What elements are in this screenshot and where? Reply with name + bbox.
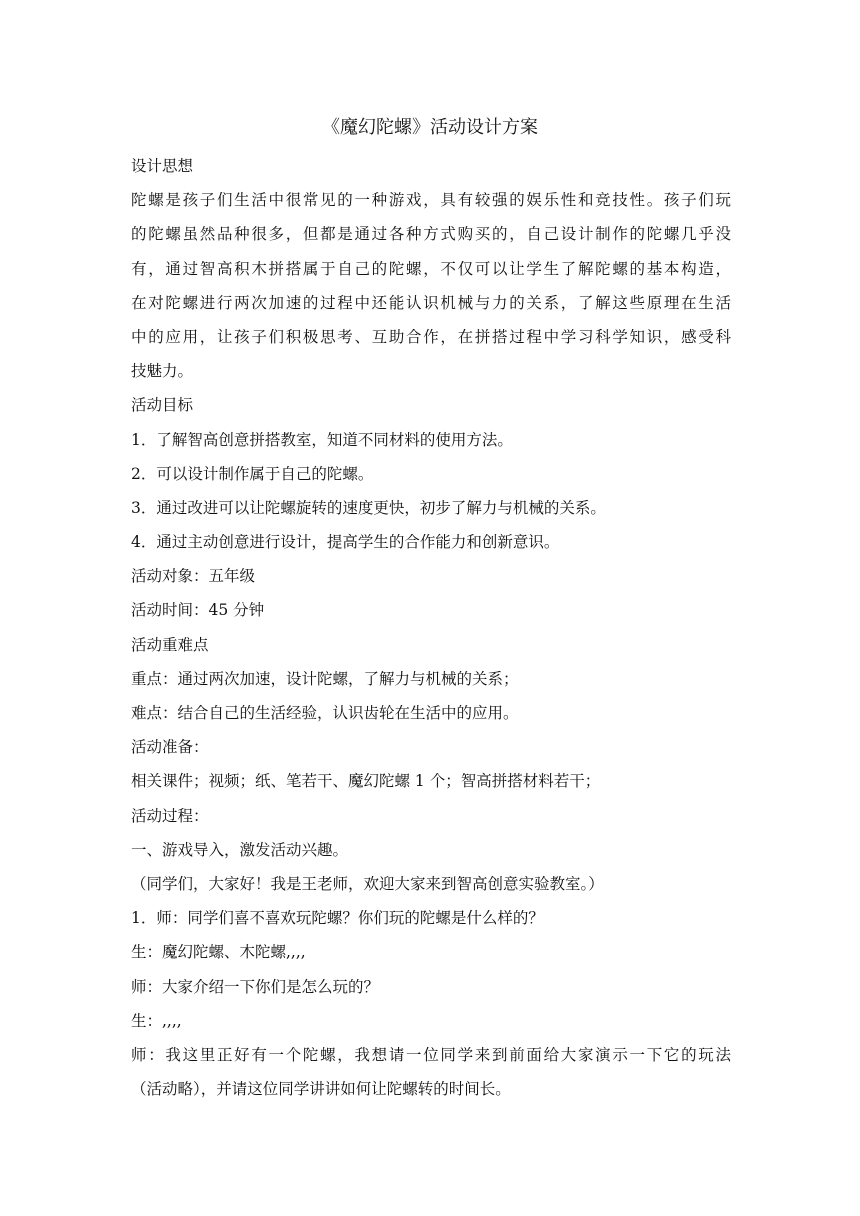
dialogue-line: 师：我这里正好有一个陀螺，我想请一位同学来到前面给大家演示一下它的玩法 — [131, 1045, 731, 1064]
heading-design-idea: 设计思想 — [131, 157, 194, 175]
goal-item: 1．了解智高创意拼搭教室，知道不同材料的使用方法。 — [131, 430, 513, 449]
dialogue-line: 师：大家介绍一下你们是怎么玩的？ — [131, 977, 380, 996]
goal-item: 4．通过主动创意进行设计，提高学生的合作能力和创新意识。 — [131, 533, 560, 552]
key-point: 重点：通过两次加速，设计陀螺，了解力与机械的关系； — [131, 669, 519, 688]
heading-process: 活动过程： — [131, 806, 209, 825]
dialogue-line: （同学们，大家好！我是王老师，欢迎大家来到智高创意实验教室。） — [131, 874, 604, 893]
paragraph-line: 中的应用，让孩子们积极思考、互助合作，在拼搭过程中学习科学知识，感受科 — [131, 327, 731, 346]
difficult-point: 难点：结合自己的生活经验，认识齿轮在生活中的应用。 — [131, 704, 519, 722]
activity-target: 活动对象：五年级 — [131, 567, 256, 586]
goal-item: 3．通过改进可以让陀螺旋转的速度更快，初步了解力与机械的关系。 — [131, 498, 606, 517]
dialogue-line: 1．师：同学们喜不喜欢玩陀螺？你们玩的陀螺是什么样的？ — [131, 909, 544, 928]
heading-key-points: 活动重难点 — [131, 635, 209, 654]
paragraph-line: 技魅力。 — [131, 362, 194, 381]
activity-duration: 活动时间：45 分钟 — [131, 601, 265, 620]
paragraph-line: 在对陀螺进行两次加速的过程中还能认识机械与力的关系，了解这些原理在生活 — [131, 293, 731, 312]
dialogue-line: 生：,,,, — [131, 1011, 182, 1030]
paragraph-line: 有，通过智高积木拼搭属于自己的陀螺，不仅可以让学生了解陀螺的基本构造， — [131, 259, 731, 278]
preparation-materials: 相关课件；视频；纸、笔若干、魔幻陀螺 1 个；智高拼搭材料若干； — [131, 772, 601, 791]
paragraph-line: 的陀螺虽然品种很多，但都是通过各种方式购买的，自己设计制作的陀螺几乎没 — [131, 225, 731, 244]
goal-item: 2．可以设计制作属于自己的陀螺。 — [131, 464, 374, 483]
heading-activity-goals: 活动目标 — [131, 396, 194, 415]
document-body — [131, 149, 731, 1106]
dialogue-line: 生：魔幻陀螺、木陀螺,,,, — [131, 943, 306, 962]
dialogue-line: （活动略），并请这位同学讲讲如何让陀螺转的时间长。 — [131, 1080, 511, 1099]
heading-preparation: 活动准备： — [131, 738, 209, 757]
paragraph-line: 陀螺是孩子们生活中很常见的一种游戏，具有较强的娱乐性和竞技性。孩子们玩 — [131, 191, 731, 210]
document-title: 《魔幻陀螺》活动设计方案 — [322, 117, 538, 138]
process-section-title: 一、游戏导入，激发活动兴趣。 — [131, 840, 349, 859]
